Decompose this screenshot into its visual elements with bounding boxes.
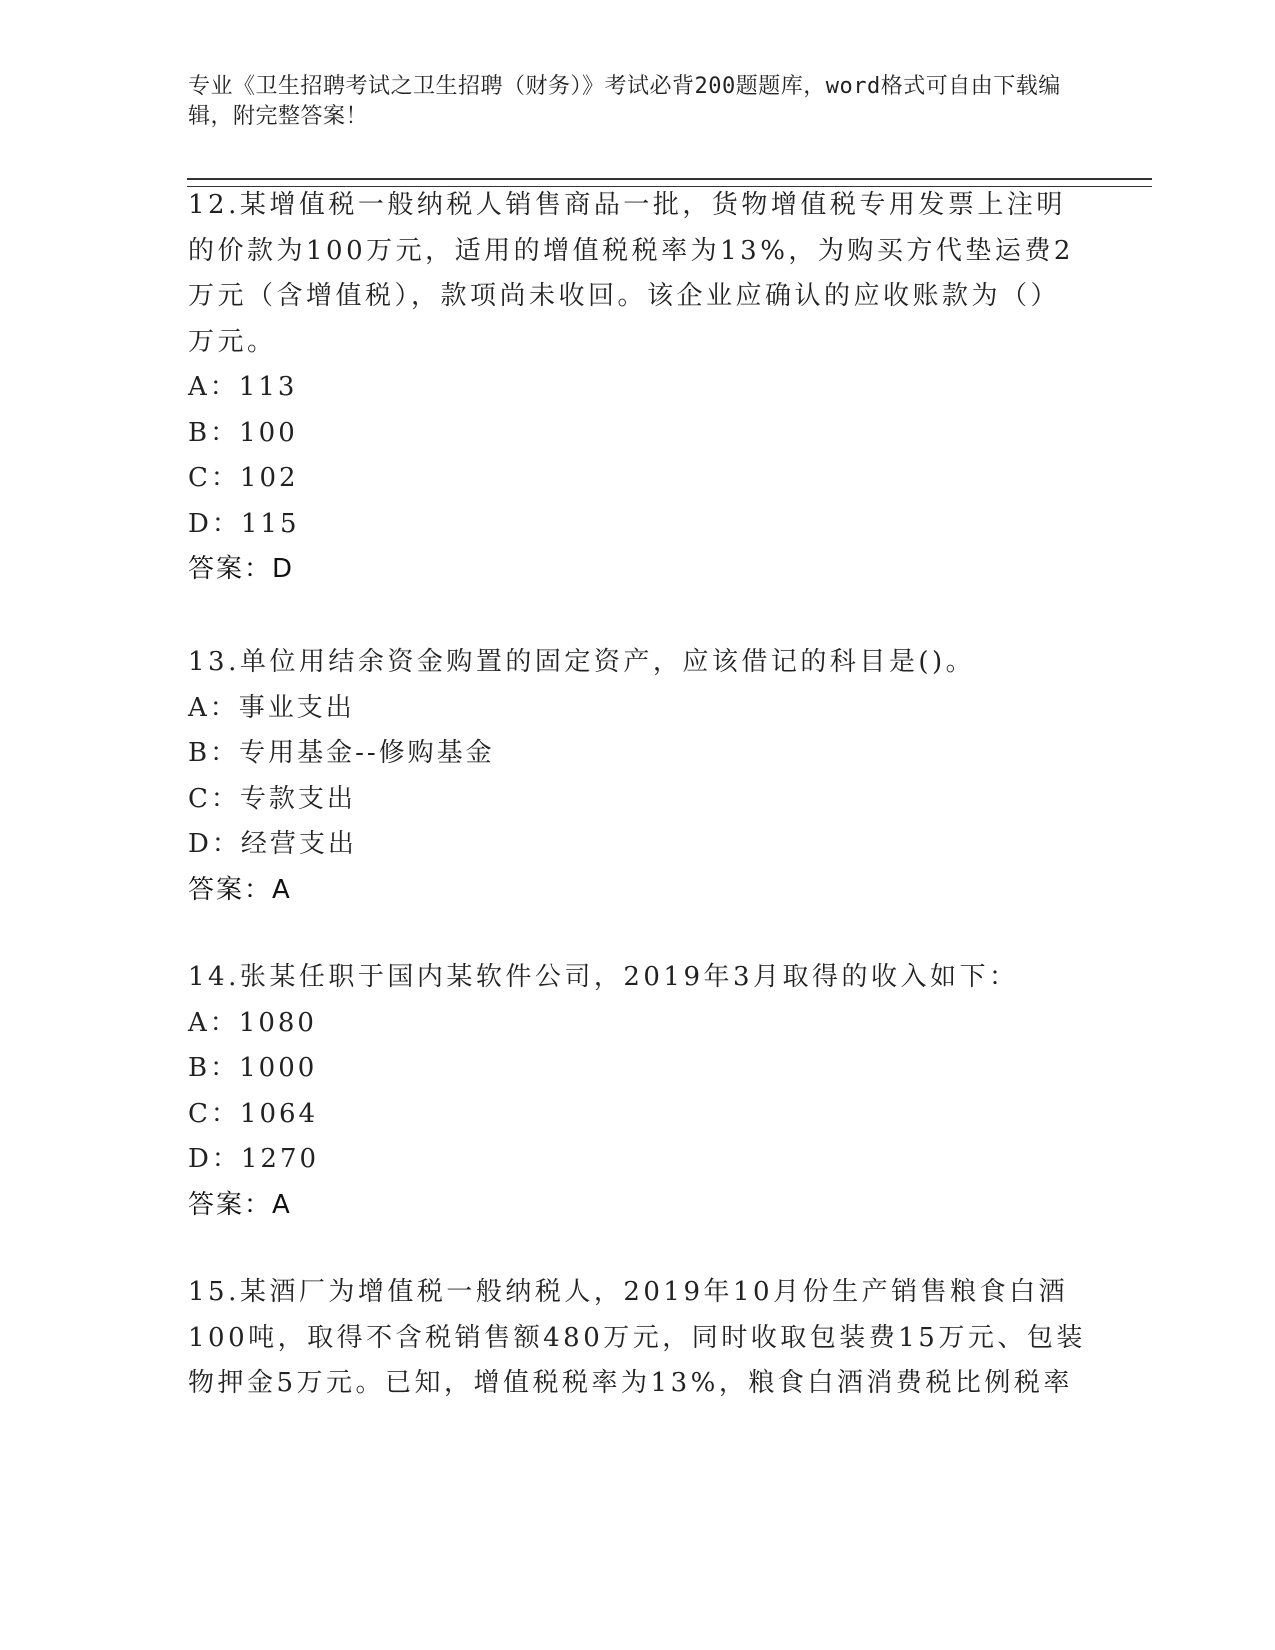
option-d — [188, 1137, 1088, 1183]
option-b — [188, 411, 1088, 457]
option-key: B： — [188, 1053, 240, 1083]
option-text: 专款支出 — [239, 783, 356, 814]
option-text: 1064 — [239, 1098, 319, 1129]
option-text: 102 — [239, 463, 299, 493]
option-key: C： — [188, 1098, 240, 1129]
option-text: 100 — [239, 417, 298, 448]
option-text: 113 — [238, 372, 298, 402]
option-a — [188, 365, 1088, 411]
option-text: 经营支出 — [240, 829, 357, 859]
option-a — [188, 686, 1088, 732]
option-b — [188, 1046, 1088, 1092]
option-key: A： — [188, 1007, 239, 1038]
answer-line: 答案：A — [188, 1189, 292, 1220]
option-c — [188, 777, 1088, 823]
option-text: 1080 — [238, 1007, 317, 1038]
option-key: C： — [188, 783, 240, 814]
question-13 — [188, 640, 1088, 913]
option-text: 1270 — [240, 1144, 320, 1174]
question-stem: 13.单位用结余资金购置的固定资产，应该借记的科目是()。 — [188, 647, 976, 677]
option-d — [188, 502, 1088, 548]
option-key: A： — [188, 372, 239, 402]
option-key: B： — [188, 738, 240, 768]
option-text: 事业支出 — [238, 692, 355, 723]
option-text: 115 — [240, 508, 300, 539]
option-c — [188, 456, 1088, 502]
question-14 — [188, 955, 1088, 1228]
option-text: 专用基金--修购基金 — [239, 738, 495, 768]
option-key: D： — [188, 1144, 241, 1174]
option-key: D： — [188, 508, 241, 539]
answer-line: 答案：A — [188, 874, 292, 905]
option-d — [188, 822, 1088, 868]
document-header-title: 专业《卫生招聘考试之卫生招聘（财务）》考试必背200题题库，word格式可自由下载编辑，附完整答案！ — [188, 74, 1061, 129]
option-key: A： — [188, 692, 239, 723]
question-stem: 15.某酒厂为增值税一般纳税人，2019年10月份生产销售粮食白酒100吨，取得不含税销售额480万元，同时收取包装费15万元、包装物押金5万元。已知，增值税税率为13%，粮食白酒消费税比例税率 — [188, 1277, 1086, 1398]
question-stem: 14.张某任职于国内某软件公司，2019年3月取得的收入如下： — [188, 962, 1019, 992]
answer-line: 答案：D — [188, 554, 295, 584]
option-key: C： — [188, 463, 240, 493]
option-text: 1000 — [239, 1053, 318, 1083]
option-b — [188, 731, 1088, 777]
question-15 — [188, 1270, 1088, 1407]
option-a — [188, 1001, 1088, 1047]
option-c — [188, 1092, 1088, 1138]
option-key: B： — [188, 417, 240, 448]
question-stem: 12.某增值税一般纳税人销售商品一批，货物增值税专用发票上注明的价款为100万元，适用的增值税税率为13%，为购买方代垫运费2万元（含增值税），款项尚未收回。该企业应确认的应收账款为（）万元。 — [188, 190, 1074, 357]
question-12 — [188, 183, 1088, 593]
option-key: D： — [188, 829, 241, 859]
